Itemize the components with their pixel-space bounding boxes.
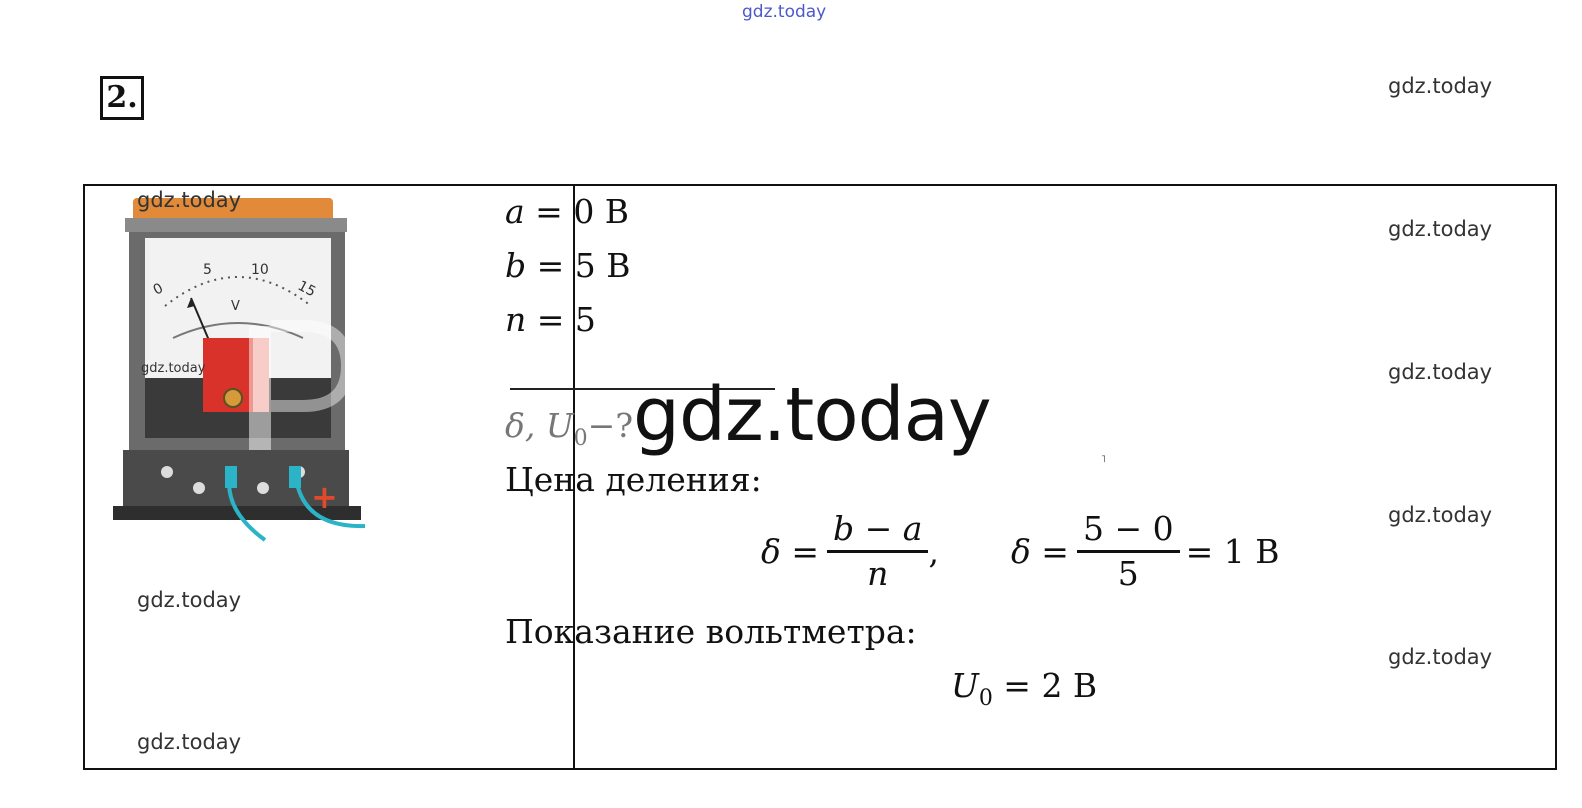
watermark: gdz.today (1388, 645, 1493, 669)
price-label: Цена деления: (505, 460, 762, 499)
scale-label-0: 0 (150, 280, 167, 299)
watermark: gdz.today (1388, 217, 1493, 241)
scale-unit-label: V (231, 299, 240, 314)
voltmeter-illustration (103, 188, 373, 548)
formula-fraction-2: $\frac{5 - 0}{5}$ (1077, 508, 1180, 595)
given-b: b = 5 В (505, 246, 631, 285)
watermark: gdz.today (137, 588, 242, 612)
scale-label-10: 10 (251, 262, 269, 278)
reading-label: Показание вольтметра: (505, 612, 917, 651)
formula-fraction: $\frac{b - a}{n}$ (827, 508, 928, 595)
formula-result: = 1 В (1185, 532, 1280, 571)
given-n: n = 5 (505, 300, 596, 339)
watermark: gdz.today (1388, 74, 1493, 98)
solution-table (83, 184, 1557, 770)
voltmeter-plus-label: + (311, 478, 338, 516)
watermark: gdz.today (1388, 503, 1493, 527)
watermark: gdz.today (1388, 360, 1493, 384)
formula-lhs: δ = (761, 532, 820, 571)
given-a: a = 0 В (505, 192, 630, 231)
task-number: 2. (100, 76, 144, 120)
watermark-top: gdz.today (742, 2, 827, 22)
find-line: δ, $U_0-$? (505, 406, 634, 451)
formula-lhs-2: δ = (1010, 532, 1069, 571)
stray-mark: ˥ (1101, 454, 1106, 465)
scale-label-5: 5 (203, 262, 212, 278)
scale-label-15: 15 (295, 277, 319, 301)
reading-formula: $U_0 = 2$ В (951, 666, 1098, 711)
watermark: gdz.today (137, 730, 242, 754)
watermark-big: gdz.today (633, 372, 991, 458)
watermark: gdz.today (137, 188, 242, 212)
price-formula: δ = $\frac{b - a}{n}$ , δ = $\frac{5 - 0}{5}$ = 1 В (761, 509, 1280, 593)
watermark-image: gdz.today (141, 361, 206, 376)
